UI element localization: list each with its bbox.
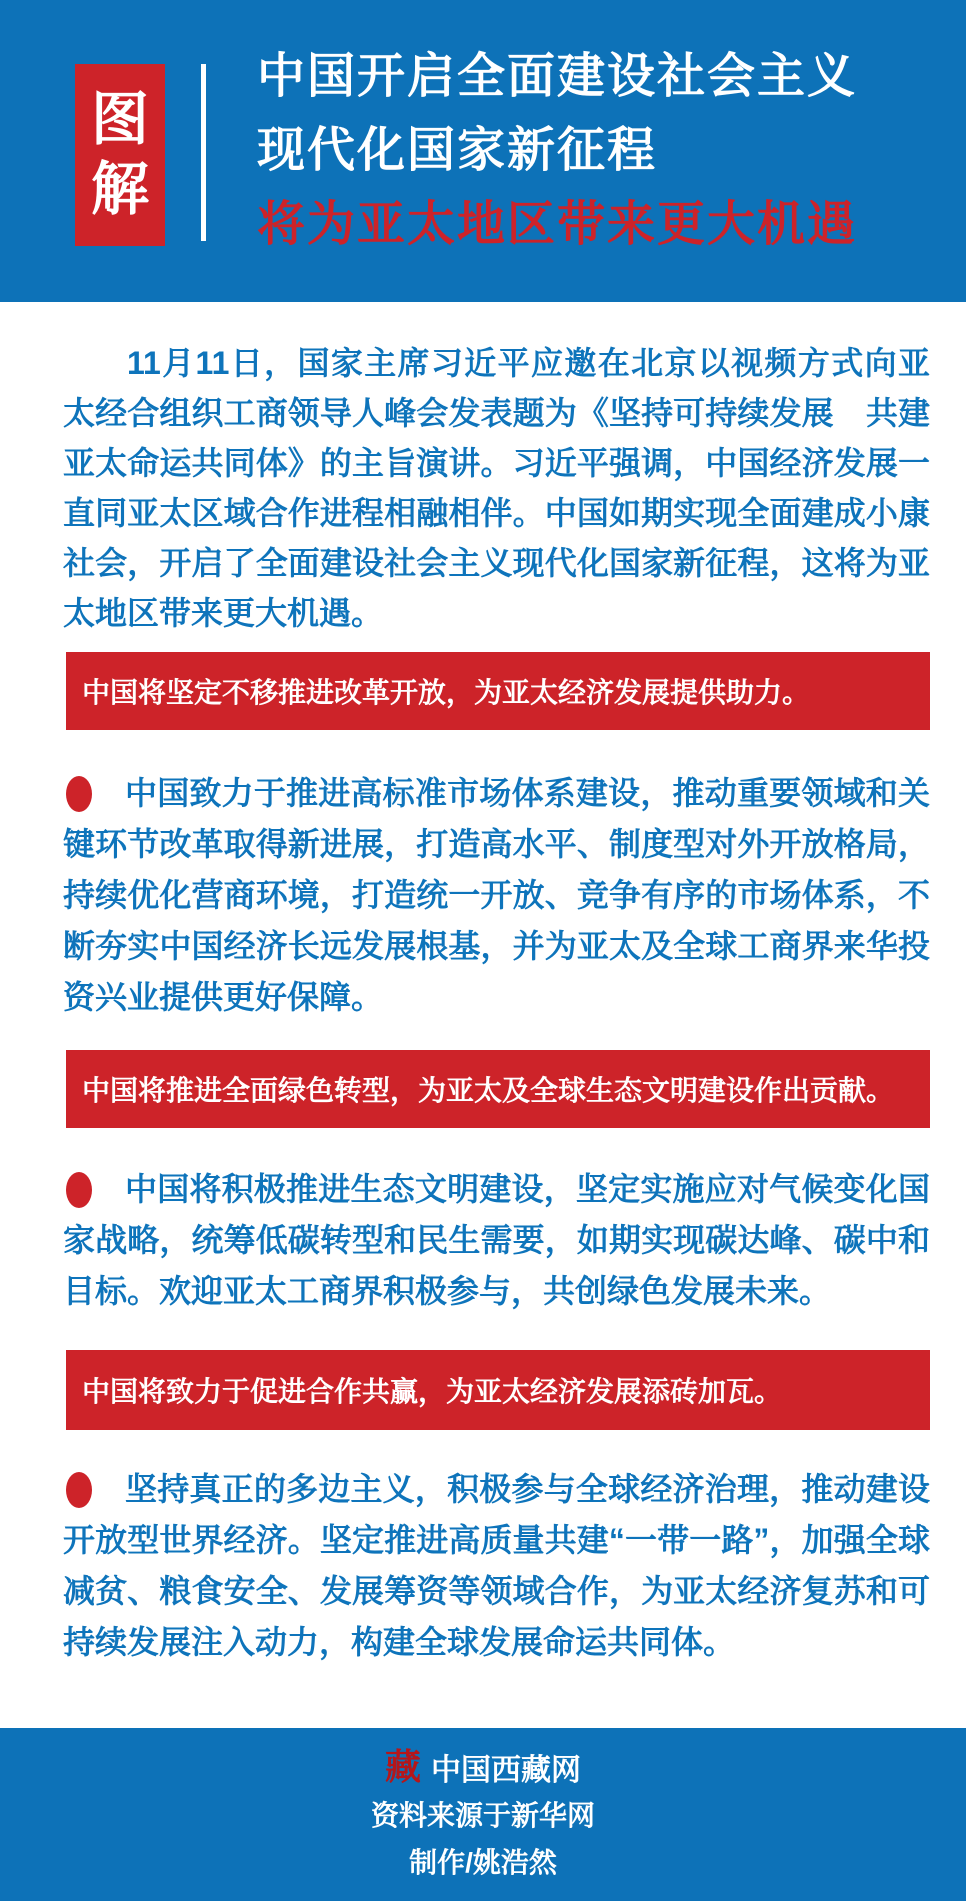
title-line-3-highlight: 将为亚太地区带来更大机遇 [257,198,858,251]
bullet-dot-icon [66,1172,92,1208]
bullet-dot-icon [66,1472,92,1508]
vertical-divider [201,64,206,241]
bullet-text: 坚持真正的多边主义，积极参与全球经济治理，推动建设开放型世界经济。坚定推进高质量共建“一带一路”，加强全球减贫、粮食安全、发展筹资等领域合作，为亚太经济复苏和可持续发展注入动力，构建全球发展命运共同体。 [63,1471,930,1660]
footer-site-name: 中国西藏网 [431,1754,581,1787]
footer-source: 资料来源于新华网 [370,1800,595,1831]
footer-site-row [0,1748,966,1786]
intro-paragraph: 11月11日，国家主席习近平应邀在北京以视频方式向亚太经合组织工商领导人峰会发表题为《坚持可持续发展 共建亚太命运共同体》的主旨演讲。习近平强调，中国经济发展一直同亚太区域合作进程相融相伴。中国如期实现全面建成小康社会，开启了全面建设社会主义现代化国家新征程，这将为亚太地区带来更大机遇。 [63,345,930,631]
badge-char-bottom: 解 [90,157,149,222]
footer-banner [0,1728,966,1901]
bullet-item-cooperation [63,1464,930,1668]
header-banner [0,0,966,302]
tibet-net-logo-icon: 藏 [384,1747,421,1787]
section-banner-cooperation: 中国将致力于促进合作共赢，为亚太经济发展添砖加瓦。 [66,1350,930,1430]
title-line-2: 现代化国家新征程 [257,124,658,177]
title-block [257,40,857,262]
bullet-item-green [63,1164,930,1317]
bullet-item-reform [63,768,930,1023]
tujie-badge [75,64,165,246]
badge-char-top: 图 [90,87,149,152]
title-line-1: 中国开启全面建设社会主义 [257,50,858,103]
bullet-text: 中国致力于推进高标准市场体系建设，推动重要领域和关键环节改革取得新进展，打造高水平、制度型对外开放格局，持续优化营商环境，打造统一开放、竞争有序的市场体系，不断夯实中国经济长远发展根基，并为亚太及全球工商界来华投资兴业提供更好保障。 [63,775,930,1015]
footer-credit: 制作/姚浩然 [409,1847,557,1878]
section-banner-reform: 中国将坚定不移推进改革开放，为亚太经济发展提供助力。 [66,652,930,730]
bullet-text: 中国将积极推进生态文明建设，坚定实施应对气候变化国家战略，统筹低碳转型和民生需要，如期实现碳达峰、碳中和目标。欢迎亚太工商界积极参与，共创绿色发展未来。 [63,1171,930,1309]
bullet-dot-icon [66,776,92,812]
section-banner-green: 中国将推进全面绿色转型，为亚太及全球生态文明建设作出贡献。 [66,1050,930,1128]
